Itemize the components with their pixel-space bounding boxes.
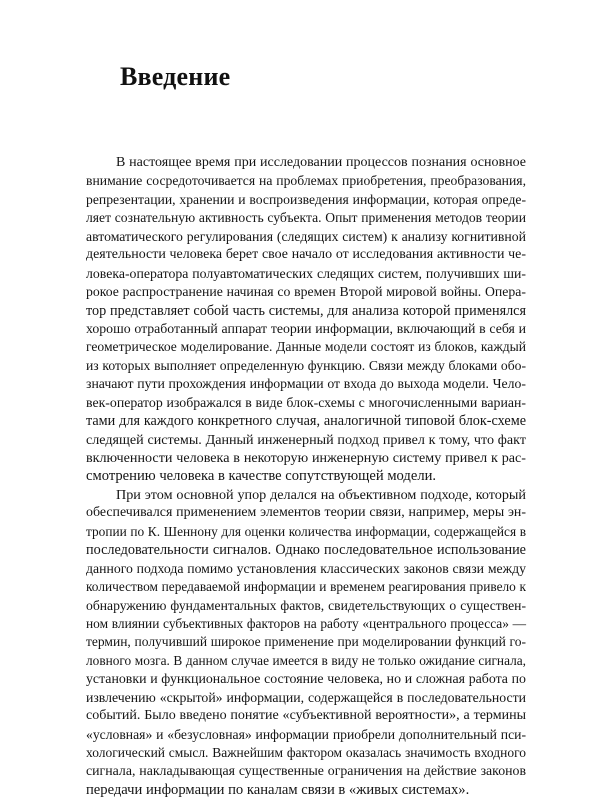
text-line: тор представляет собой часть системы, для анализа которой применялся <box>86 302 526 319</box>
text-line: следящей системы. Данный инженерный подход привел к тому, что факт <box>86 431 526 448</box>
text-line: извлечению «скрытой» информации, содержащейся в последовательности <box>86 689 526 705</box>
text-line: внимание сосредоточивается на проблемах приобретения, преобразования, <box>86 173 526 189</box>
paragraph-2 <box>86 486 526 799</box>
text-line: событий. Было введено понятие «субъективной вероятности», а термины <box>86 708 526 724</box>
paragraph-1 <box>86 154 526 486</box>
text-line: данного подхода помимо установления классических законов связи между <box>86 560 526 576</box>
text-line: хологический смысл. Важнейшим фактором оказалась значимость входного <box>86 745 526 760</box>
text-line: смотрению человека в качестве сопутствующей модели. <box>86 468 437 485</box>
chapter-heading: Введение <box>120 62 231 91</box>
text-line: хорошо отработанный аппарат теории информации, включающий в себя и <box>86 320 526 336</box>
text-line: сигнала, накладывающая существенные ограничения на действие законов <box>86 763 526 779</box>
body-text <box>86 154 526 799</box>
text-line: тропии по К. Шеннону для оценки количества информации, содержащейся в <box>86 523 526 539</box>
text-line: При этом основной упор делался на объективном подходе, который <box>116 486 526 503</box>
text-line: автоматического регулирования (следящих систем) к анализу когнитивной <box>86 228 526 244</box>
text-line: количеством передаваемой информации и временем реагирования привело к <box>86 579 526 595</box>
text-line: последовательности сигналов. Однако последовательное использование <box>86 542 526 559</box>
text-line: ном влиянии субъективных факторов на работу «центрального процесса» — <box>86 615 526 631</box>
text-line: передачи информации по каналам связи в «живых системах». <box>86 781 470 798</box>
text-line: обеспечивался применением элементов теории связи, например, меры эн- <box>86 505 526 521</box>
text-line: геометрическое моделирование. Данные модели состоят из блоков, каждый <box>86 339 526 355</box>
text-line: ловного мозга. В данном случае имеется в виду не только ожидание сигнала, <box>86 652 526 668</box>
text-line: век-оператор изображался в виде блок-схемы с многочисленными вариан- <box>86 394 526 410</box>
text-line: включенности человека в некоторую инженерную систему привел к рас- <box>86 450 526 466</box>
text-line: деятельности человека берет свое начало от исследования активности че- <box>86 247 526 263</box>
text-line: обнаружению фундаментальных фактов, свидетельствующих о существен- <box>86 597 526 613</box>
text-line: тами для каждого конкретного случая, аналогичной типовой блок-схеме <box>86 413 526 430</box>
text-line: репрезентации, хранении и воспроизведения информации, которая опреде- <box>86 191 526 207</box>
text-line: термин, получивший широкое применение при моделировании функций го- <box>86 634 526 650</box>
text-line: из которых выполняет определенную функцию. Связи между блоками обо- <box>86 357 526 373</box>
text-line: ловека-оператора полуавтоматических следящих систем, получивших ши- <box>86 265 526 281</box>
text-line: рокое распространение начиная со времен Второй мировой войны. Опера- <box>86 284 526 300</box>
text-line: значают пути прохождения информации от входа до выхода модели. Чело- <box>86 376 526 392</box>
text-line: «условная» и «безусловная» информации приобрели дополнительный пси- <box>86 726 526 742</box>
text-line: В настоящее время при исследовании процессов познания основное <box>116 155 526 170</box>
text-line: установки и функциональное состояние человека, но и сложная работа по <box>86 671 526 687</box>
text-line: ляет сознательную активность субъекта. Опыт применения методов теории <box>86 210 526 226</box>
